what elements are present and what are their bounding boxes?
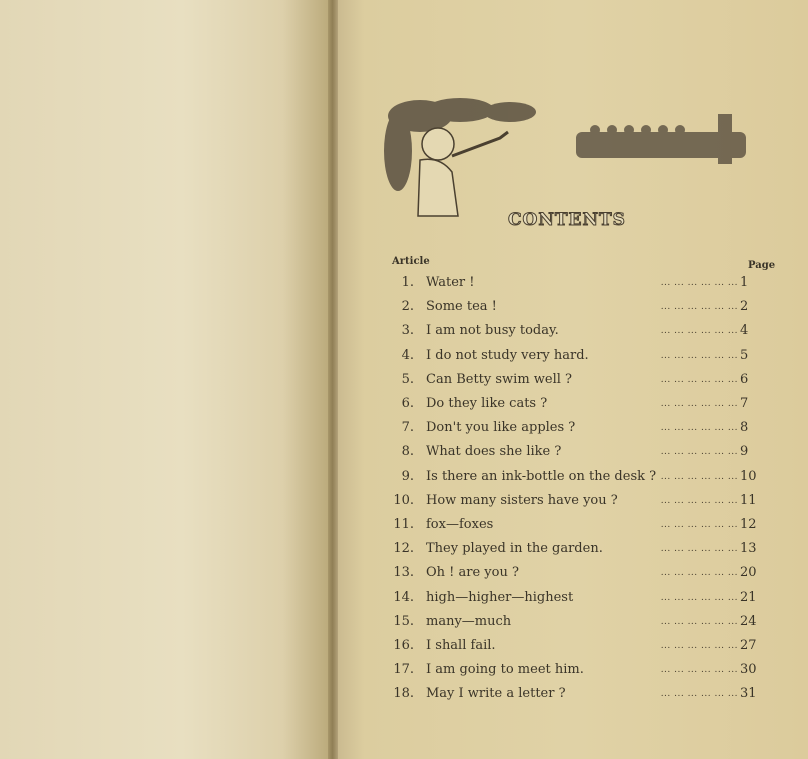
toc-entry-title: high—higher—highest bbox=[426, 589, 574, 605]
toc-entry bbox=[392, 491, 768, 511]
toc-entry bbox=[392, 684, 768, 704]
book-gutter bbox=[328, 0, 338, 759]
toc-entry bbox=[392, 321, 768, 341]
toc-entry bbox=[392, 467, 768, 487]
toc-entry-page: 5 bbox=[740, 347, 749, 363]
toc-entry-title: May I write a letter ? bbox=[426, 686, 566, 702]
toc-entry-title: Can Betty swim well ? bbox=[426, 371, 573, 387]
toc-entry-title: What does she like ? bbox=[426, 444, 562, 460]
article-column-header: Article bbox=[392, 256, 430, 267]
toc-entry-page: 1 bbox=[740, 275, 749, 290]
toc-entry-title: Is there an ink-bottle on the desk ? bbox=[426, 468, 657, 484]
toc-entry-number: 10. bbox=[393, 492, 414, 508]
toc-entry-number: 16. bbox=[393, 638, 414, 653]
toc-entry bbox=[392, 660, 768, 680]
toc-entry bbox=[392, 346, 768, 366]
toc-entry-page: 20 bbox=[740, 565, 757, 581]
toc-entry bbox=[392, 588, 768, 608]
toc-leader-dots: ... ... ... ... ... ... bbox=[660, 326, 738, 337]
toc-entry-page: 31 bbox=[740, 686, 757, 702]
toc-entry-number: 9. bbox=[401, 468, 414, 484]
toc-entry-title: Some tea ! bbox=[426, 299, 497, 315]
toc-leader-dots: ... ... ... ... ... ... bbox=[660, 423, 738, 434]
contents-title: CONTENTS bbox=[508, 210, 626, 230]
toc-entry-number: 5. bbox=[401, 371, 414, 387]
left-page bbox=[0, 0, 332, 759]
toc-leader-dots: ... ... ... ... ... ... bbox=[660, 592, 738, 603]
toc-entry-title: I am not busy today. bbox=[426, 323, 559, 339]
toc-entry-page: 4 bbox=[740, 323, 749, 339]
toc-leader-dots: ... ... ... ... ... ... bbox=[660, 641, 738, 651]
toc-leader-dots: ... ... ... ... ... ... bbox=[660, 374, 738, 385]
toc-entry-page: 2 bbox=[740, 299, 749, 315]
toc-leader-dots: ... ... ... ... ... ... bbox=[660, 350, 738, 361]
toc-entry bbox=[392, 515, 768, 535]
toc-entry bbox=[392, 297, 768, 317]
toc-leader-dots: ... ... ... ... ... ... bbox=[660, 278, 738, 288]
toc-entry bbox=[392, 418, 768, 438]
toc-entry-title: I am going to meet him. bbox=[426, 662, 584, 678]
toc-entry-number: 17. bbox=[393, 662, 414, 678]
toc-entry-title: I shall fail. bbox=[426, 638, 496, 653]
toc-entry-page: 21 bbox=[740, 589, 757, 605]
toc-leader-dots: ... ... ... ... ... ... bbox=[660, 495, 738, 506]
toc-entry bbox=[392, 442, 768, 462]
toc-leader-dots: ... ... ... ... ... ... bbox=[660, 520, 738, 530]
toc-entry bbox=[392, 394, 768, 414]
toc-entry-number: 18. bbox=[393, 686, 414, 702]
toc-leader-dots: ... ... ... ... ... ... bbox=[660, 399, 738, 409]
toc-entry-title: Oh ! are you ? bbox=[426, 565, 519, 581]
toc-entry-title: Water ! bbox=[426, 275, 475, 290]
toc-entry-number: 4. bbox=[401, 347, 414, 363]
toc-entry bbox=[392, 273, 768, 293]
toc-leader-dots: ... ... ... ... ... ... bbox=[660, 568, 738, 579]
toc-leader-dots: ... ... ... ... ... ... bbox=[660, 616, 738, 627]
toc-entry-page: 7 bbox=[740, 396, 749, 411]
toc-entry-title: Do they like cats ? bbox=[426, 396, 548, 411]
toc-entry-title: How many sisters have you ? bbox=[426, 492, 618, 508]
toc-entry-page: 6 bbox=[740, 371, 749, 387]
toc-entry-page: 24 bbox=[740, 613, 757, 629]
toc-entry-number: 1. bbox=[401, 275, 414, 290]
boy-with-slingshot-illustration bbox=[380, 96, 750, 226]
page-column-header: Page bbox=[748, 260, 776, 271]
toc-entry-title: many—much bbox=[426, 613, 512, 629]
toc-entry bbox=[392, 563, 768, 583]
toc-entry-page: 9 bbox=[740, 444, 749, 460]
toc-entry-title: I do not study very hard. bbox=[426, 347, 589, 363]
toc-entry-title: fox—foxes bbox=[426, 517, 494, 532]
toc-entry-number: 11. bbox=[393, 517, 414, 532]
toc-entry-title: They played in the garden. bbox=[426, 541, 603, 557]
toc-entry bbox=[392, 539, 768, 559]
toc-entry-number: 6. bbox=[401, 396, 414, 411]
toc-entry bbox=[392, 612, 768, 632]
toc-entry-number: 3. bbox=[401, 323, 414, 339]
toc-entry-number: 7. bbox=[401, 420, 414, 436]
toc-entry-page: 13 bbox=[740, 541, 757, 557]
toc-entry-page: 11 bbox=[740, 492, 757, 508]
toc-entry-title: Don't you like apples ? bbox=[426, 420, 576, 436]
toc-entry-page: 10 bbox=[740, 468, 757, 484]
toc-entry-number: 8. bbox=[401, 444, 414, 460]
toc-entry-number: 13. bbox=[393, 565, 414, 581]
toc-leader-dots: ... ... ... ... ... ... bbox=[660, 689, 738, 700]
toc-leader-dots: ... ... ... ... ... ... bbox=[660, 447, 738, 458]
toc-entry bbox=[392, 370, 768, 390]
toc-entry-page: 30 bbox=[740, 662, 757, 678]
toc-entry-number: 12. bbox=[393, 541, 414, 557]
toc-leader-dots: ... ... ... ... ... ... bbox=[660, 471, 738, 482]
toc-entry-number: 2. bbox=[401, 299, 414, 315]
toc-entry-number: 15. bbox=[393, 613, 414, 629]
toc-leader-dots: ... ... ... ... ... ... bbox=[660, 544, 738, 555]
toc-entry-page: 27 bbox=[740, 638, 757, 653]
toc-entry-page: 8 bbox=[740, 420, 749, 436]
toc-entry bbox=[392, 636, 768, 656]
toc-entry-number: 14. bbox=[393, 589, 414, 605]
toc-leader-dots: ... ... ... ... ... ... bbox=[660, 665, 738, 676]
toc-leader-dots: ... ... ... ... ... ... bbox=[660, 302, 738, 313]
toc-entry-page: 12 bbox=[740, 517, 757, 532]
